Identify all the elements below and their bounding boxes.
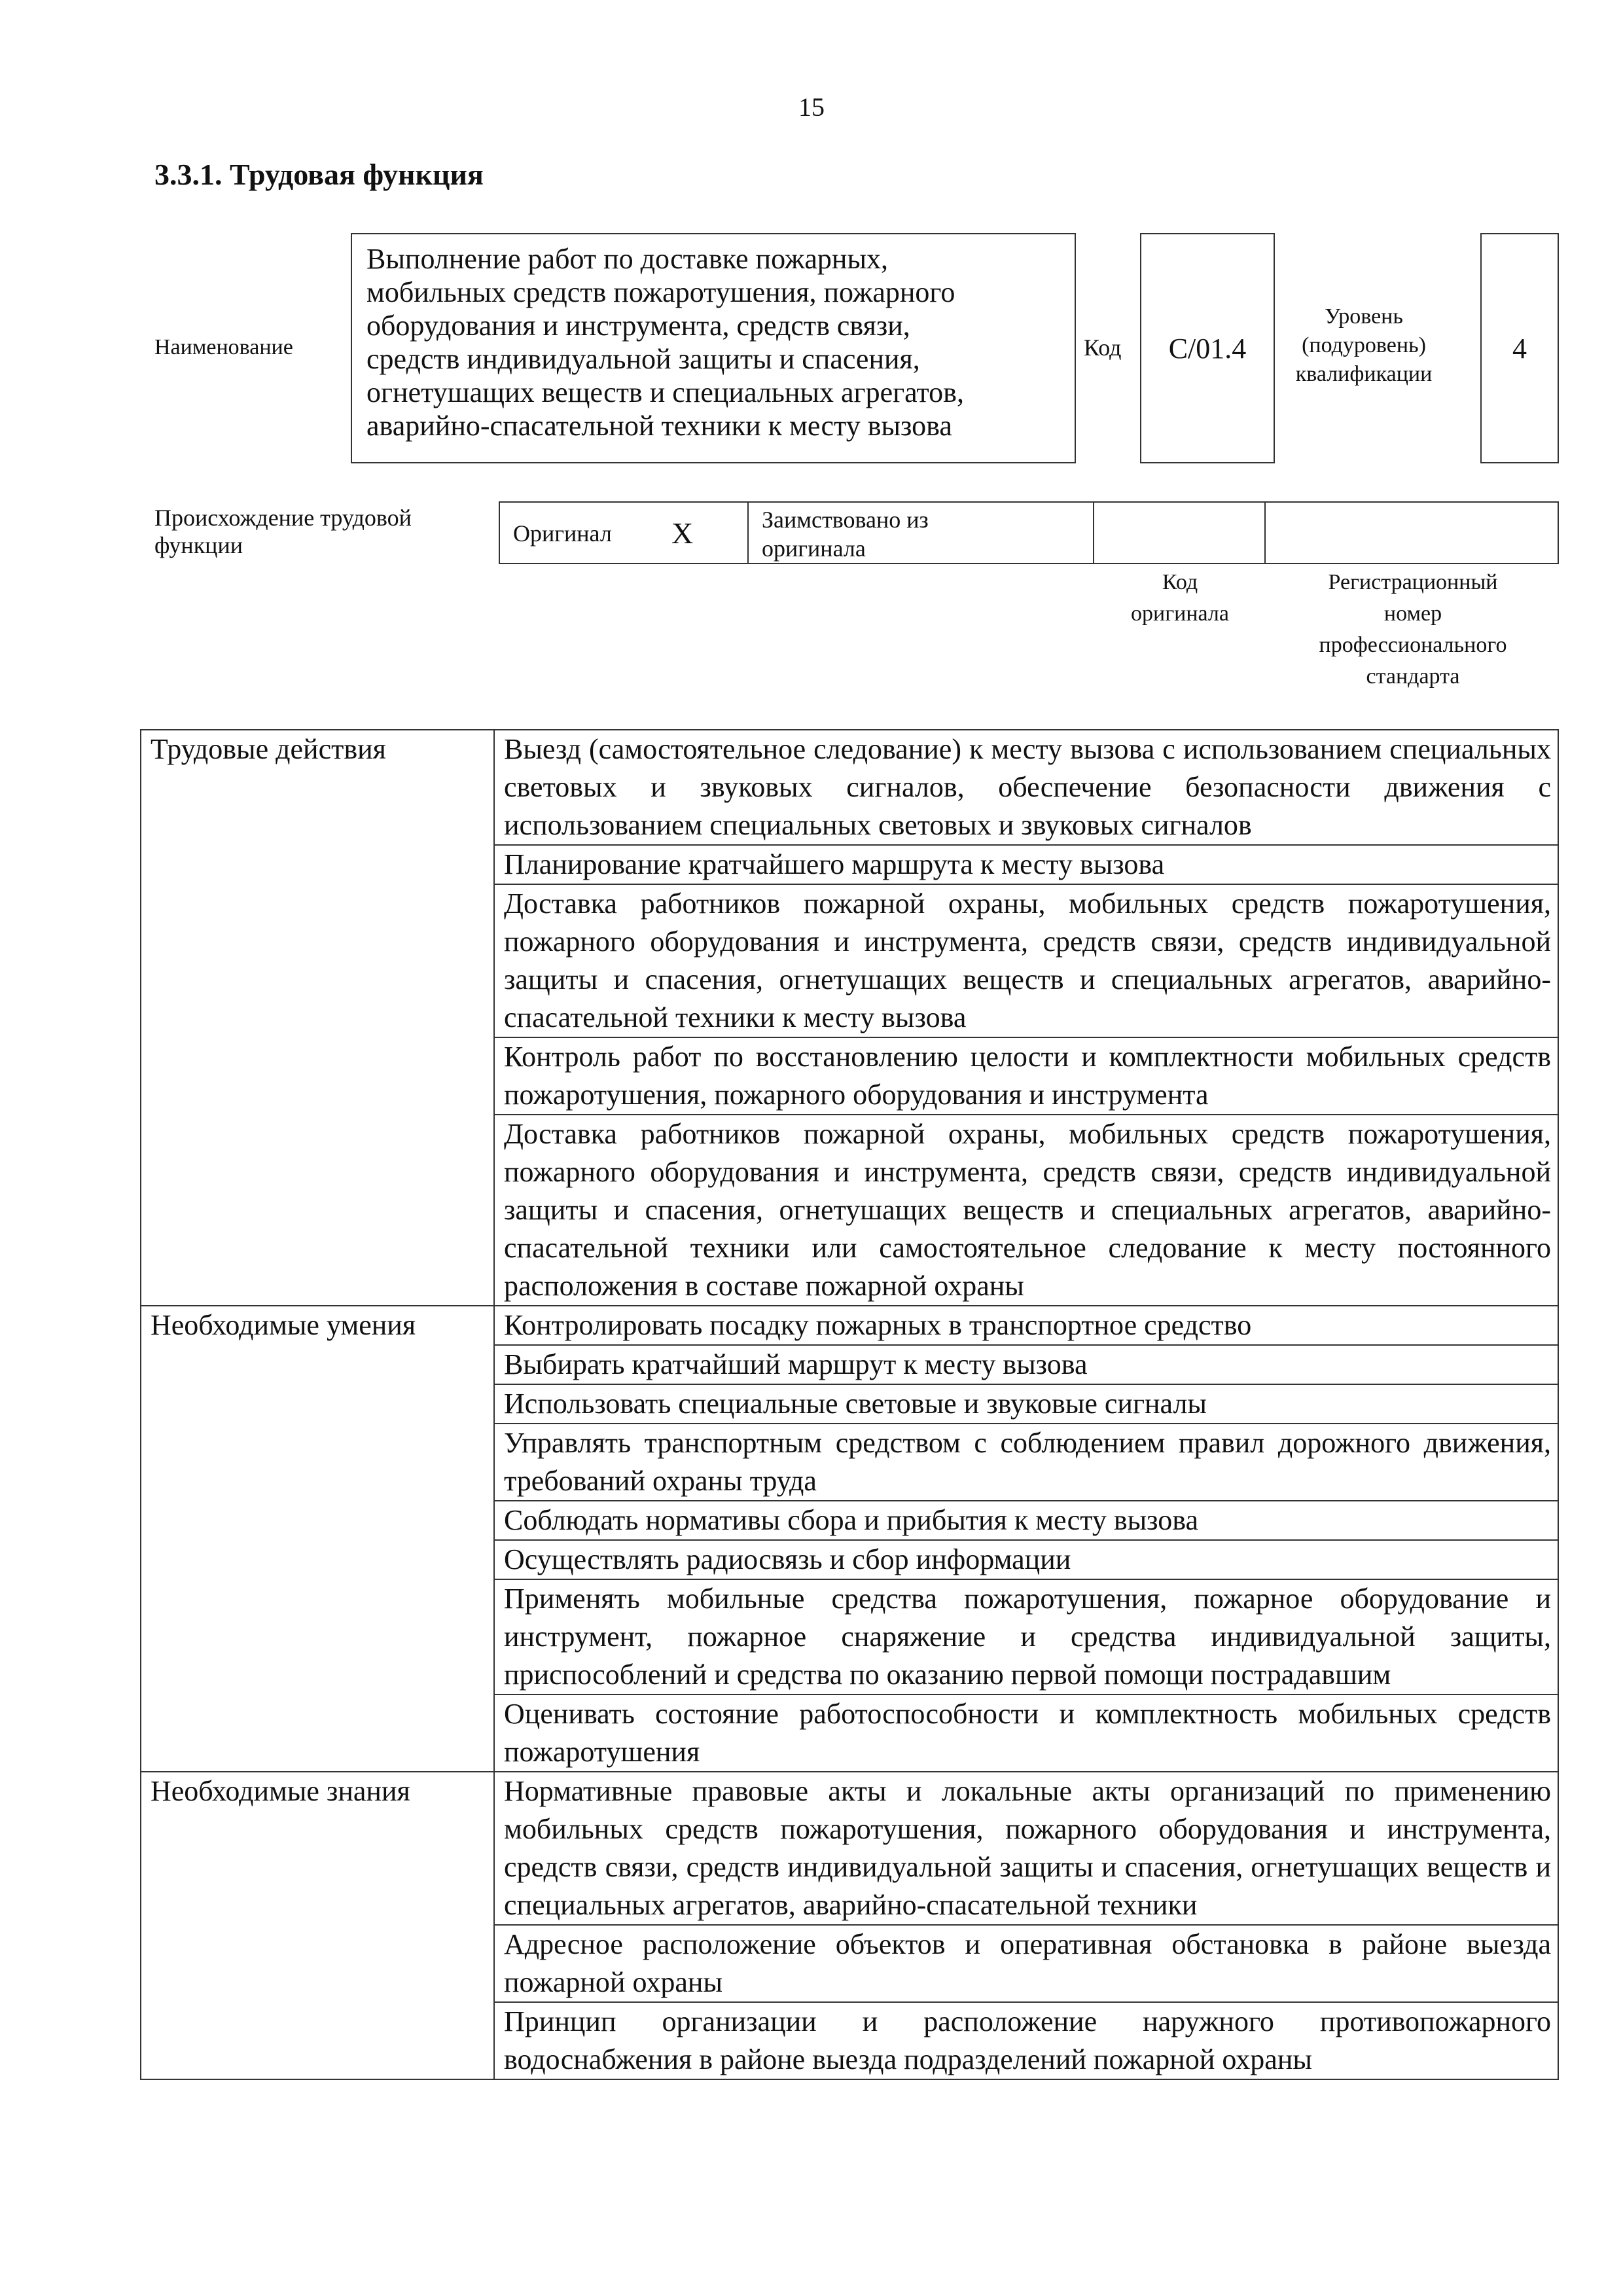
category-cell: Необходимые умения	[141, 1306, 494, 1772]
section-title: 3.3.1. Трудовая функция	[154, 158, 484, 191]
item-cell: Соблюдать нормативы сбора и прибытия к месту вызова	[494, 1501, 1558, 1540]
origin-label	[154, 504, 495, 559]
item-cell: Выбирать кратчайший маршрут к месту вызова	[494, 1345, 1558, 1384]
code-value: C/01.4	[1168, 332, 1247, 365]
level-label	[1284, 302, 1444, 389]
item-cell: Применять мобильные средства пожаротушения, пожарное оборудование и инструмент, пожарное снаряжение и средства индивидуальной защиты, приспособлений и средства по оказанию первой помощи пострадавшим	[494, 1579, 1558, 1695]
table-row	[141, 1306, 1558, 1345]
level-box	[1480, 233, 1559, 463]
item-cell: Осуществлять радиосвязь и сбор информации	[494, 1540, 1558, 1579]
level-label-line: (подуровень)	[1302, 333, 1426, 357]
item-cell: Оценивать состояние работоспособности и комплектность мобильных средств пожаротушения	[494, 1695, 1558, 1772]
caption-line: стандарта	[1366, 664, 1460, 689]
borrowed-label	[762, 505, 929, 563]
category-cell: Необходимые знания	[141, 1772, 494, 2079]
origin-label-line: Происхождение трудовой	[154, 505, 412, 531]
labor-function-table	[140, 729, 1559, 2080]
item-cell: Доставка работников пожарной охраны, мобильных средств пожаротушения, пожарного оборудования и инструмента, средств связи, средств индивидуальной защиты и спасения, огнетушащих веществ и специальных агрегатов, аварийно-спасательной техники или самостоятельное следование к месту постоянного расположения в составе пожарной охраны	[494, 1115, 1558, 1306]
item-cell: Контролировать посадку пожарных в транспортное средство	[494, 1306, 1558, 1345]
original-code-cell	[1094, 503, 1266, 563]
original-code-caption	[1094, 567, 1266, 630]
function-name-line: Выполнение работ по доставке пожарных,	[366, 243, 889, 275]
borrowed-cell	[749, 503, 1094, 563]
code-label: Код	[1084, 334, 1122, 361]
item-cell: Адресное расположение объектов и оперативная обстановка в районе выезда пожарной охраны	[494, 1925, 1558, 2002]
table-row	[141, 730, 1558, 845]
function-name-line: мобильных средств пожаротушения, пожарного	[366, 276, 955, 308]
original-label: Оригинал	[513, 520, 612, 547]
item-cell: Нормативные правовые акты и локальные акты организаций по применению мобильных средств пожаротушения, пожарного оборудования и инструмента, средств связи, средств индивидуальной защиты и спасения, огнетушащих веществ и специальных агрегатов, аварийно-спасательной техники	[494, 1772, 1558, 1925]
caption-line: оригинала	[1131, 601, 1229, 626]
caption-line: профессионального	[1319, 633, 1507, 657]
caption-line: Регистрационный	[1328, 570, 1498, 594]
origin-row	[499, 501, 1559, 564]
origin-label-line: функции	[154, 532, 243, 558]
code-box	[1140, 233, 1275, 463]
item-cell: Использовать специальные световые и звуковые сигналы	[494, 1384, 1558, 1424]
name-label: Наименование	[154, 335, 293, 359]
borrowed-label-line: Заимствовано из	[762, 507, 929, 533]
registration-number-cell	[1266, 503, 1558, 563]
original-mark: X	[671, 516, 694, 550]
caption-line: Код	[1162, 570, 1198, 594]
caption-line: номер	[1383, 601, 1442, 626]
item-cell: Принцип организации и расположение наружного противопожарного водоснабжения в районе выезда подразделений пожарной охраны	[494, 2002, 1558, 2079]
function-name-box	[351, 233, 1076, 463]
function-name-line: средств индивидуальной защиты и спасения,	[366, 343, 920, 375]
item-cell: Доставка работников пожарной охраны, мобильных средств пожаротушения, пожарного оборудования и инструмента, средств связи, средств индивидуальной защиты и спасения, огнетушащих веществ и специальных агрегатов, аварийно-спасательной техники к месту вызова	[494, 884, 1558, 1037]
function-name-line: оборудования и инструмента, средств связи,	[366, 310, 910, 342]
level-label-line: Уровень	[1325, 304, 1403, 329]
original-cell	[500, 503, 749, 563]
item-cell: Выезд (самостоятельное следование) к месту вызова с использованием специальных световых и звуковых сигналов, обеспечение безопасности движения с использованием специальных световых и звуковых сигналов	[494, 730, 1558, 845]
function-name-line: аварийно-спасательной техники к месту вызова	[366, 410, 952, 442]
level-label-line: квалификации	[1295, 362, 1433, 386]
item-cell: Контроль работ по восстановлению целости и комплектности мобильных средств пожаротушения, пожарного оборудования и инструмента	[494, 1037, 1558, 1115]
borrowed-label-line: оригинала	[762, 535, 866, 562]
page-number: 15	[798, 92, 825, 122]
level-value: 4	[1512, 332, 1527, 365]
item-cell: Планирование кратчайшего маршрута к месту вызова	[494, 845, 1558, 884]
category-cell: Трудовые действия	[141, 730, 494, 1306]
function-name-line: огнетушащих веществ и специальных агрегатов,	[366, 376, 964, 408]
registration-number-caption	[1267, 567, 1559, 692]
item-cell: Управлять транспортным средством с соблюдением правил дорожного движения, требований охраны труда	[494, 1424, 1558, 1501]
table-row	[141, 1772, 1558, 1925]
